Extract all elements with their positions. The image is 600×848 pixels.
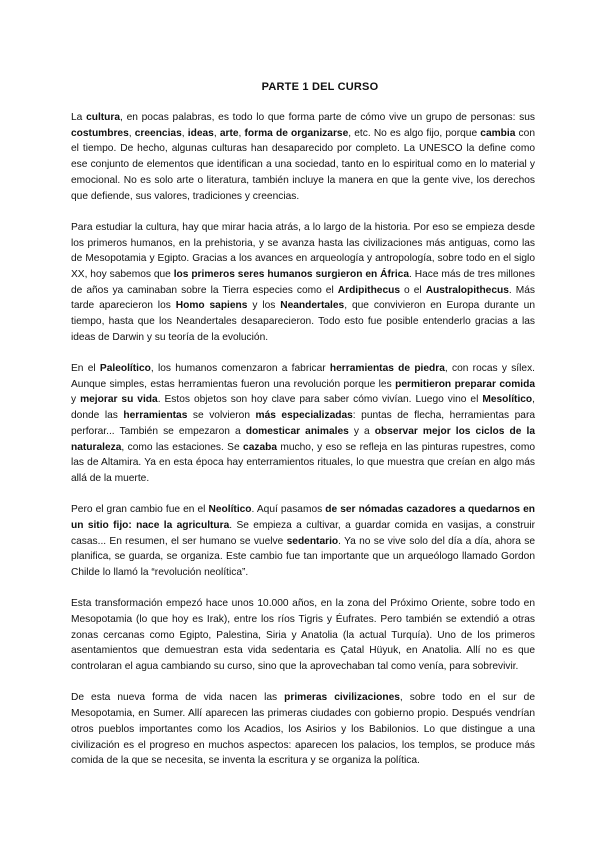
text-run: se volvieron	[187, 410, 256, 422]
bold-term: creencias	[134, 127, 182, 139]
paragraph-prehistoria	[71, 220, 535, 346]
bold-term: ideas	[187, 127, 214, 139]
bold-term: Australopithecus	[425, 284, 509, 296]
text-run: En el	[71, 363, 100, 375]
bold-term: Mesolítico	[482, 394, 533, 406]
text-run: , sobre todo en el sur de Mesopotamia, en Sumer. Allí aparecen las primeras ciudades con gobierno propio. Después vendrían otros pueblos importantes como los Acadios, los Asirios y los Babilonios. Lo que distingue a una civilización es el progreso en muchos aspectos: aparecen los palacios, los templos, se produce más comida de la que se necesita, se inventa la escritura y se organiza la política.	[71, 692, 535, 767]
bold-term: los primeros seres humanos surgieron en África	[173, 268, 409, 280]
text-run: ,	[213, 127, 220, 139]
text-run: La	[71, 112, 87, 123]
text-run: mucho, y eso se refleja en las pinturas rupestres, como las de Altamira. Ya en esta época hay enterramientos rituales, lo que muestra que creían en algo más allá de la muerte.	[71, 441, 535, 484]
text-run: , como las estaciones. Se	[121, 441, 244, 453]
text-run: . Hace más de tres millones de años ya caminaban sobre la Tierra especies como el	[71, 268, 535, 296]
bold-term: herramientas	[123, 410, 188, 422]
text-run: , etc. No es algo fijo, porque	[348, 127, 481, 139]
bold-term: costumbres	[71, 127, 129, 139]
paragraph-proximo-oriente	[71, 596, 535, 675]
text-run: Esta transformación empezó hace unos 10.000 años, en la zona del Próximo Oriente, sobre todo en Mesopotamia (lo que hoy es Irak), entre los ríos Tigris y Éufrates. Pero también se extendió a otras zonas cercanas como Egipto, Palestina, Siria y Anatolia (la actual Turquía). Uno de los primeros asentamientos que demuestran esta vida sedentaria es Çatal Hüyuk, en Anatolia. Allí no es que controlaran el agua cambiando su curso, sino que la aprovechaban tal como venía, para sobrevivir.	[71, 598, 535, 673]
text-run: . Aquí pasamos	[251, 504, 326, 516]
bold-term: Neandertales	[280, 300, 345, 312]
text-run: , donde las	[71, 394, 536, 422]
paragraph-cultura	[71, 110, 535, 204]
text-run: ,	[181, 127, 188, 139]
paragraph-neolitico	[71, 502, 535, 581]
text-run: : puntas de flecha, herramientas para perforar... También se empezaron a	[71, 410, 536, 437]
paragraph-civilizaciones	[71, 690, 535, 769]
bold-term: permitieron preparar comida	[395, 378, 535, 390]
bold-term: de ser nómadas cazadores a quedarnos en un sitio fijo: nace la agricultura	[71, 504, 535, 531]
text-run: Para estudiar la cultura, hay que mirar hacia atrás, a lo largo de la historia. Por eso se empieza desde los primeros humanos, en la prehistoria, y se avanza hasta las civilizaciones más antiguas, como las de Mesopotamia y Egipto. Gracias a los avances en arqueología y antropología, sobre todo en el siglo XX, hoy sabemos que	[71, 221, 535, 280]
text-run: ,	[238, 127, 245, 139]
text-run: . Se empieza a cultivar, a guardar comida en vasijas, a construir casas... En resumen, el ser humano se vuelve	[71, 519, 535, 547]
bold-term: Paleolítico	[99, 363, 151, 375]
bold-term: cultura	[86, 112, 121, 123]
text-run: , que convivieron en Europa durante un tiempo, hasta que los Neandertales desaparecieron. Todo esto fue posible entenderlo gracias a las ideas de Darwin y su teoría de la evolución.	[71, 300, 536, 343]
page-title: PARTE 1 DEL CURSO	[261, 81, 379, 93]
bold-term: más especializadas	[255, 410, 353, 422]
text-run: , con rocas y sílex. Aunque simples, estas herramientas fueron una revolución porque les	[71, 363, 535, 390]
paragraph-paleolitico	[71, 361, 535, 487]
bold-term: herramientas de piedra	[329, 363, 445, 375]
text-run: y	[71, 394, 81, 406]
text-run: ,	[128, 127, 135, 139]
bold-term: cazaba	[243, 441, 278, 453]
bold-term: cambia	[480, 127, 516, 139]
bold-term: sedentario	[286, 535, 339, 547]
bold-term: mejorar su vida	[80, 394, 158, 406]
bold-term: observar mejor los ciclos de la naturaleza	[71, 425, 535, 453]
text-run: Pero el gran cambio fue en el	[71, 504, 209, 516]
text-run: y a	[348, 425, 375, 437]
bold-term: Ardipithecus	[337, 284, 401, 296]
text-run: , en pocas palabras, es todo lo que forma parte de cómo vive un grupo de personas: sus	[120, 112, 535, 123]
bold-term: arte	[219, 127, 239, 139]
text-run: De esta nueva forma de vida nacen las	[71, 692, 285, 704]
text-run: . Estos objetos son hoy clave para saber cómo vivían. Luego vino el	[157, 394, 483, 406]
text-run: . Más tarde aparecieron los	[71, 284, 536, 312]
bold-term: forma de organizarse	[244, 127, 349, 139]
bold-term: primeras civilizaciones	[284, 692, 400, 704]
text-run: con el tiempo. De hecho, algunas culturas han desaparecido por completo. La UNESCO la define como ese conjunto de elementos que identifican a una sociedad, tanto en lo espiritual como en lo material y emocional. No es solo arte o literatura, también incluye la manera en que la gente vive, los derechos que defiende, sus valores, tradiciones y creencias.	[71, 127, 535, 202]
bold-term: Homo sapiens	[175, 300, 248, 312]
document-body	[71, 110, 535, 785]
bold-term: domesticar animales	[245, 425, 349, 437]
text-run: y los	[247, 300, 281, 312]
text-run: o el	[400, 284, 426, 296]
text-run: , los humanos comenzaron a fabricar	[150, 363, 330, 375]
bold-term: Neolítico	[208, 504, 252, 516]
text-run: . Ya no se vive solo del día a día, ahora se planifica, se guarda, se organiza. Este cambio fue tan importante que un arqueólogo llamado Gordon Childe lo llamó la “revolución neolítica”.	[71, 535, 535, 579]
